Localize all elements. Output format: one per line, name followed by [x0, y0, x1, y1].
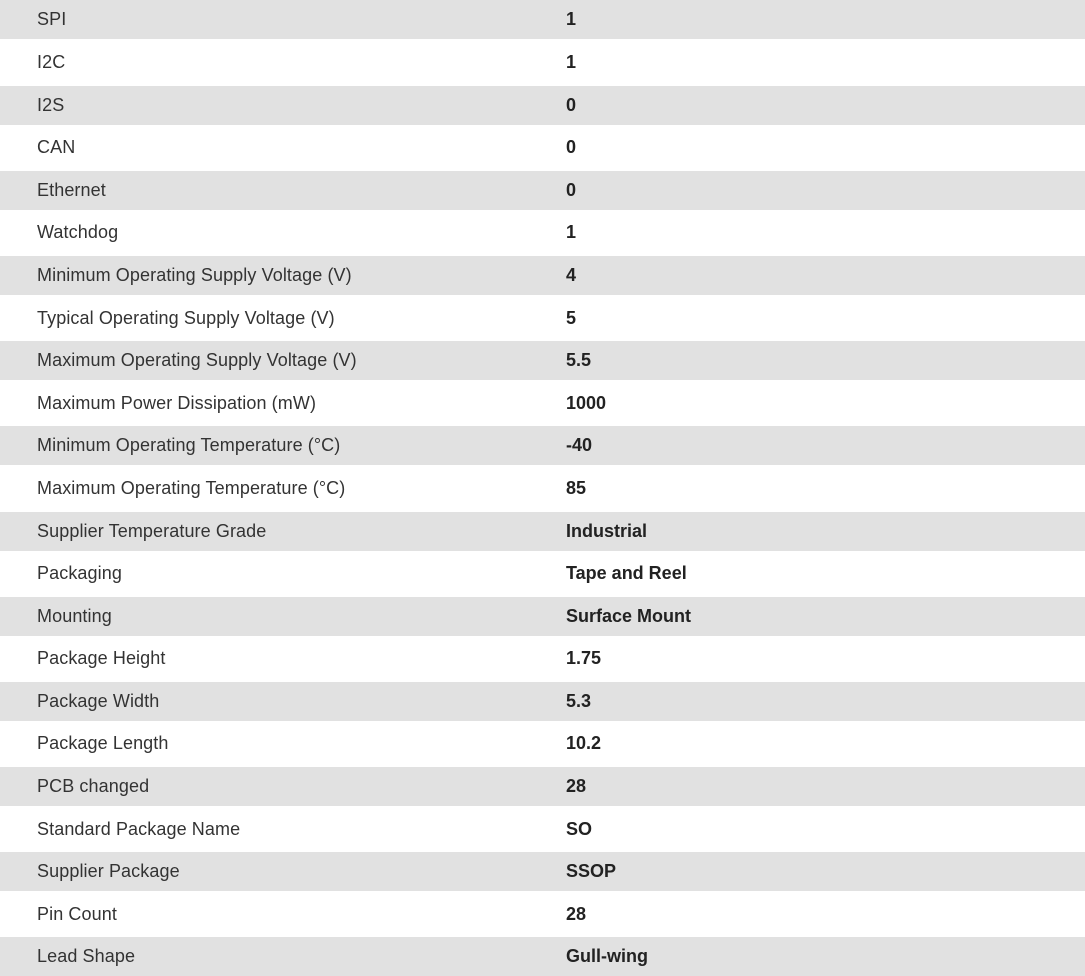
spec-label: Packaging	[37, 563, 122, 583]
spec-label: Package Length	[37, 733, 169, 753]
spec-value: Industrial	[566, 521, 648, 541]
spec-label: Minimum Operating Temperature (°C)	[37, 435, 341, 455]
spec-row	[0, 895, 1085, 934]
spec-label: PCB changed	[37, 776, 150, 796]
spec-value: 5.3	[566, 691, 592, 711]
spec-row	[0, 639, 1085, 678]
spec-label: Standard Package Name	[37, 819, 241, 839]
spec-row	[0, 341, 1085, 380]
spec-value: 85	[566, 478, 587, 498]
spec-value: 0	[566, 137, 577, 157]
spec-value: 28	[566, 904, 587, 924]
spec-label: Typical Operating Supply Voltage (V)	[37, 308, 335, 328]
spec-row	[0, 213, 1085, 252]
spec-row	[0, 43, 1085, 82]
spec-label: Mounting	[37, 606, 112, 626]
spec-row	[0, 852, 1085, 891]
spec-label: SPI	[37, 9, 67, 29]
spec-value: 1	[566, 222, 577, 242]
spec-value: SO	[566, 819, 593, 839]
spec-row	[0, 682, 1085, 721]
spec-row	[0, 86, 1085, 125]
spec-row	[0, 724, 1085, 763]
spec-label: Maximum Operating Temperature (°C)	[37, 478, 346, 498]
spec-value: 1000	[566, 393, 607, 413]
spec-label: Maximum Power Dissipation (mW)	[37, 393, 317, 413]
spec-value: 5	[566, 308, 577, 328]
spec-value: 28	[566, 776, 587, 796]
spec-value: 10.2	[566, 733, 602, 753]
spec-label: Package Height	[37, 648, 166, 668]
spec-label: I2S	[37, 95, 65, 115]
spec-label: Ethernet	[37, 180, 106, 200]
spec-row	[0, 0, 1085, 39]
spec-row	[0, 384, 1085, 423]
spec-value: 1	[566, 9, 577, 29]
spec-row	[0, 171, 1085, 210]
spec-row	[0, 469, 1085, 508]
spec-label: CAN	[37, 137, 76, 157]
spec-value: 0	[566, 180, 577, 200]
spec-row	[0, 767, 1085, 806]
spec-value: 0	[566, 95, 577, 115]
spec-label: Minimum Operating Supply Voltage (V)	[37, 265, 352, 285]
spec-row	[0, 810, 1085, 849]
spec-value: -40	[566, 435, 593, 455]
spec-row	[0, 256, 1085, 295]
spec-label: I2C	[37, 52, 66, 72]
spec-label: Supplier Temperature Grade	[37, 521, 267, 541]
spec-row	[0, 554, 1085, 593]
spec-label: Pin Count	[37, 904, 117, 924]
spec-row	[0, 937, 1085, 976]
spec-value: Tape and Reel	[566, 563, 687, 583]
spec-row	[0, 426, 1085, 465]
spec-row	[0, 512, 1085, 551]
spec-row	[0, 597, 1085, 636]
spec-row	[0, 128, 1085, 167]
spec-value: Surface Mount	[566, 606, 692, 626]
spec-value: 1.75	[566, 648, 602, 668]
spec-value: 5.5	[566, 350, 592, 370]
spec-label: Maximum Operating Supply Voltage (V)	[37, 350, 357, 370]
spec-value: Gull-wing	[566, 946, 648, 966]
spec-label: Supplier Package	[37, 861, 180, 881]
spec-label: Watchdog	[37, 222, 119, 242]
spec-value: SSOP	[566, 861, 617, 881]
spec-row	[0, 299, 1085, 338]
spec-label: Package Width	[37, 691, 160, 711]
spec-label: Lead Shape	[37, 946, 136, 966]
spec-value: 4	[566, 265, 577, 285]
spec-value: 1	[566, 52, 577, 72]
